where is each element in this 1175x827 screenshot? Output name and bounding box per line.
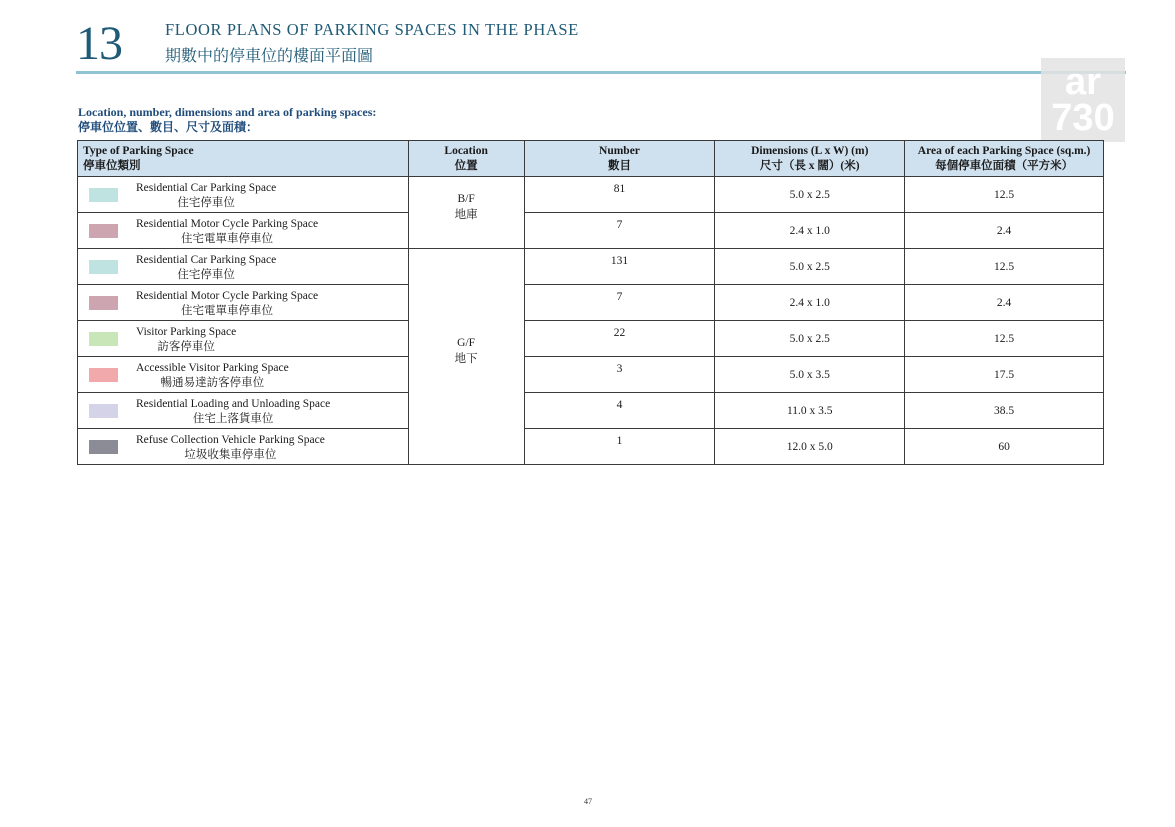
dimensions-cell bbox=[715, 357, 905, 393]
area-cell bbox=[905, 321, 1104, 357]
dimensions-cell-value: 5.0 x 3.5 bbox=[789, 368, 830, 381]
parking-type-zh: 垃圾收集車停車位 bbox=[184, 449, 277, 461]
table-header-row bbox=[78, 141, 1104, 177]
page-number: 47 bbox=[584, 797, 592, 806]
area-cell bbox=[905, 285, 1104, 321]
legend-color-swatch bbox=[89, 368, 118, 382]
table-row bbox=[78, 321, 1104, 357]
table-caption-zh: 停車位位置、數目、尺寸及面積： bbox=[78, 120, 259, 134]
parking-type-zh: 住宅上落貨車位 bbox=[192, 413, 274, 425]
header-type bbox=[78, 141, 409, 177]
parking-type-zh: 住宅電單車停車位 bbox=[181, 305, 274, 317]
dimensions-cell-value: 2.4 x 1.0 bbox=[789, 296, 830, 309]
number-cell-value: 22 bbox=[613, 326, 626, 339]
number-cell bbox=[524, 321, 715, 357]
number-cell bbox=[524, 393, 715, 429]
table-row bbox=[78, 249, 1104, 285]
area-cell-value: 12.5 bbox=[994, 260, 1015, 273]
location-zh: 地下 bbox=[454, 352, 478, 365]
page-title-en: FLOOR PLANS OF PARKING SPACES IN THE PHASE bbox=[165, 20, 579, 39]
area-cell-value: 2.4 bbox=[996, 224, 1012, 237]
legend-color-swatch bbox=[89, 404, 118, 418]
parking-type-zh: 住宅電單車停車位 bbox=[181, 233, 274, 245]
dimensions-cell-value: 5.0 x 2.5 bbox=[789, 188, 830, 201]
table-row bbox=[78, 393, 1104, 429]
legend-color-swatch bbox=[89, 224, 118, 238]
header-divider bbox=[76, 71, 1126, 74]
table-caption-en: Location, number, dimensions and area of parking spaces: bbox=[78, 105, 377, 119]
area-cell bbox=[905, 357, 1104, 393]
legend-color-swatch bbox=[89, 332, 118, 346]
parking-type-zh: 暢通易達訪客停車位 bbox=[160, 377, 265, 389]
location-cell bbox=[408, 249, 524, 465]
header-area-en: Area of each Parking Space (sq.m.) bbox=[917, 144, 1091, 157]
number-cell bbox=[524, 177, 715, 213]
dimensions-cell-value: 5.0 x 2.5 bbox=[789, 332, 830, 345]
location-zh: 地庫 bbox=[454, 208, 478, 221]
header-dimensions bbox=[715, 141, 905, 177]
area-cell bbox=[905, 429, 1104, 465]
area-cell-value: 17.5 bbox=[994, 368, 1015, 381]
number-cell bbox=[524, 429, 715, 465]
area-cell-value: 38.5 bbox=[994, 404, 1015, 417]
dimensions-cell bbox=[715, 429, 905, 465]
table-row bbox=[78, 357, 1104, 393]
header-area bbox=[905, 141, 1104, 177]
parking-type-en: Residential Loading and Unloading Space bbox=[136, 398, 331, 410]
dimensions-cell bbox=[715, 213, 905, 249]
legend-color-swatch bbox=[89, 188, 118, 202]
area-cell bbox=[905, 177, 1104, 213]
legend-color-swatch bbox=[89, 260, 118, 274]
area-cell-value: 2.4 bbox=[996, 296, 1012, 309]
parking-type-en: Accessible Visitor Parking Space bbox=[136, 362, 289, 374]
location-cell bbox=[408, 177, 524, 249]
number-cell bbox=[524, 213, 715, 249]
parking-type-en: Refuse Collection Vehicle Parking Space bbox=[136, 434, 325, 446]
parking-type-cell bbox=[78, 177, 409, 213]
parking-type-cell bbox=[78, 357, 409, 393]
header-type-zh: 停車位類別 bbox=[83, 159, 141, 172]
dimensions-cell bbox=[715, 249, 905, 285]
table-row bbox=[78, 177, 1104, 213]
legend-color-swatch bbox=[89, 440, 118, 454]
dimensions-cell bbox=[715, 177, 905, 213]
number-cell-value: 81 bbox=[613, 182, 626, 195]
parking-type-zh: 住宅停車位 bbox=[177, 269, 235, 281]
dimensions-cell bbox=[715, 321, 905, 357]
header-area-zh: 每個停車位面積（平方米） bbox=[935, 159, 1074, 172]
page-title-zh: 期數中的停車位的樓面平面圖 bbox=[165, 48, 374, 65]
location-en: B/F bbox=[457, 192, 475, 205]
header-number-zh: 數目 bbox=[607, 159, 631, 172]
parking-type-cell bbox=[78, 249, 409, 285]
number-cell-value: 4 bbox=[616, 398, 623, 411]
parking-type-cell bbox=[78, 429, 409, 465]
number-cell bbox=[524, 357, 715, 393]
watermark-line1: ar bbox=[1065, 61, 1101, 103]
table-row bbox=[78, 285, 1104, 321]
watermark-logo bbox=[1041, 58, 1125, 142]
header-type-en: Type of Parking Space bbox=[83, 144, 194, 157]
parking-type-cell bbox=[78, 321, 409, 357]
area-cell bbox=[905, 393, 1104, 429]
parking-type-zh: 住宅停車位 bbox=[177, 197, 235, 209]
parking-type-en: Residential Motor Cycle Parking Space bbox=[136, 218, 319, 230]
header-location bbox=[408, 141, 524, 177]
number-cell-value: 131 bbox=[610, 254, 629, 267]
parking-type-cell bbox=[78, 213, 409, 249]
number-cell-value: 3 bbox=[616, 362, 623, 375]
parking-type-cell bbox=[78, 393, 409, 429]
table-row bbox=[78, 213, 1104, 249]
legend-color-swatch bbox=[89, 296, 118, 310]
area-cell-value: 12.5 bbox=[994, 188, 1015, 201]
header-number bbox=[524, 141, 715, 177]
table-caption bbox=[78, 105, 376, 135]
dimensions-cell-value: 2.4 x 1.0 bbox=[789, 224, 830, 237]
parking-type-en: Visitor Parking Space bbox=[136, 326, 237, 338]
number-cell bbox=[524, 249, 715, 285]
parking-type-en: Residential Motor Cycle Parking Space bbox=[136, 290, 319, 302]
section-number: 13 bbox=[76, 17, 122, 70]
area-cell-value: 12.5 bbox=[994, 332, 1015, 345]
dimensions-cell bbox=[715, 285, 905, 321]
parking-type-en: Residential Car Parking Space bbox=[136, 182, 277, 194]
header-location-en: Location bbox=[444, 144, 488, 157]
dimensions-cell-value: 11.0 x 3.5 bbox=[786, 404, 833, 417]
header-number-en: Number bbox=[599, 144, 640, 157]
dimensions-cell-value: 12.0 x 5.0 bbox=[786, 440, 833, 453]
number-cell-value: 1 bbox=[616, 434, 623, 447]
area-cell-value: 60 bbox=[998, 440, 1010, 453]
number-cell-value: 7 bbox=[616, 290, 623, 303]
dimensions-cell bbox=[715, 393, 905, 429]
header-dimensions-en: Dimensions (L x W) (m) bbox=[751, 144, 869, 157]
table-row bbox=[78, 429, 1104, 465]
location-en: G/F bbox=[457, 336, 476, 349]
parking-type-en: Residential Car Parking Space bbox=[136, 254, 277, 266]
dimensions-cell-value: 5.0 x 2.5 bbox=[789, 260, 830, 273]
parking-type-zh: 訪客停車位 bbox=[157, 341, 215, 353]
area-cell bbox=[905, 213, 1104, 249]
parking-type-cell bbox=[78, 285, 409, 321]
area-cell bbox=[905, 249, 1104, 285]
watermark-line2: 730 bbox=[1051, 97, 1115, 139]
header-dimensions-zh: 尺寸（長 x 闊）(米) bbox=[759, 159, 860, 172]
number-cell bbox=[524, 285, 715, 321]
header-location-zh: 位置 bbox=[454, 159, 478, 172]
parking-spaces-table bbox=[77, 140, 1104, 465]
number-cell-value: 7 bbox=[616, 218, 623, 231]
